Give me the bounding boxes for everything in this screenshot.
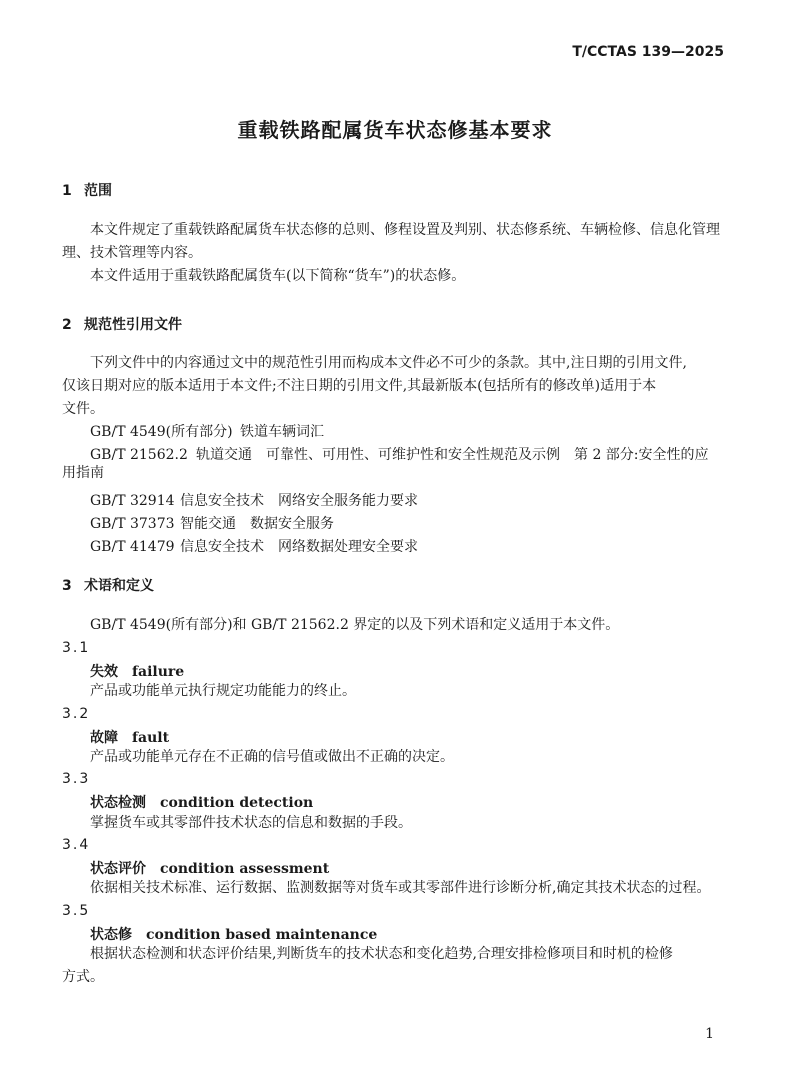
reference-code: GB/T 4549(所有部分) [90, 424, 233, 440]
term-number: 3.2 [62, 706, 91, 722]
document-code: T/CCTAS 139—2025 [572, 44, 724, 60]
paragraph: 本文件规定了重载铁路配属货车状态修的总则、修程设置及判别、状态修系统、车辆检修、信息化管理 [90, 222, 720, 238]
paragraph: 本文件适用于重载铁路配属货车(以下简称“货车”)的状态修。 [90, 268, 466, 284]
term-number: 3.4 [62, 837, 91, 853]
term-name [90, 924, 377, 944]
paragraph-continuation: 仅该日期对应的版本适用于本文件;不注日期的引用文件,其最新版本(包括所有的修改单)适用于本 [62, 378, 657, 394]
term-name [90, 727, 169, 747]
term-name-en: fault [132, 730, 170, 746]
section-1-heading [62, 180, 112, 200]
term-definition-continuation: 方式。 [62, 969, 104, 985]
paragraph-continuation: 文件。 [62, 401, 104, 417]
section-title: 规范性引用文件 [84, 317, 182, 333]
section-3-heading [62, 575, 154, 595]
term-name [90, 858, 329, 878]
term-definition: 根据状态检测和状态评价结果,判断货车的技术状态和变化趋势,合理安排检修项目和时机的检修 [90, 946, 673, 962]
paragraph-continuation: 理、技术管理等内容。 [62, 245, 202, 261]
reference-code: GB/T 32914 [90, 493, 175, 509]
paragraph: GB/T 4549(所有部分)和 GB/T 21562.2 界定的以及下列术语和定义适用于本文件。 [90, 617, 620, 633]
section-title: 术语和定义 [84, 578, 154, 594]
paragraph: 下列文件中的内容通过文中的规范性引用而构成本文件必不可少的条款。其中,注日期的引用文件, [90, 355, 687, 371]
section-title: 范围 [84, 183, 112, 199]
term-name-zh: 状态修 [90, 927, 132, 943]
reference-code: GB/T 37373 [90, 516, 175, 532]
section-number: 2 [62, 317, 72, 333]
section-number: 3 [62, 578, 72, 594]
reference-code: GB/T 21562.2 [90, 447, 188, 463]
term-number: 3.5 [62, 903, 91, 919]
term-name-zh: 失效 [90, 664, 118, 680]
reference-title: 智能交通 数据安全服务 [180, 516, 334, 532]
term-definition: 产品或功能单元执行规定功能能力的终止。 [90, 683, 356, 699]
reference-item [90, 444, 709, 464]
term-definition: 掌握货车或其零部件技术状态的信息和数据的手段。 [90, 815, 412, 831]
section-number: 1 [62, 183, 72, 199]
reference-continuation: 用指南 [62, 465, 104, 481]
term-name-zh: 故障 [90, 730, 118, 746]
term-name [90, 792, 313, 812]
reference-title: 信息安全技术 网络数据处理安全要求 [180, 539, 418, 555]
term-name-en: condition assessment [160, 861, 330, 877]
reference-item [90, 513, 334, 533]
reference-code: GB/T 41479 [90, 539, 175, 555]
term-number: 3.3 [62, 771, 91, 787]
reference-item [90, 490, 418, 510]
document-title: 重载铁路配属货车状态修基本要求 [237, 118, 553, 142]
reference-title: 信息安全技术 网络安全服务能力要求 [180, 493, 418, 509]
reference-title: 铁道车辆词汇 [240, 424, 324, 440]
term-number: 3.1 [62, 640, 91, 656]
term-definition: 产品或功能单元存在不正确的信号值或做出不正确的决定。 [90, 749, 454, 765]
term-name-zh: 状态评价 [90, 861, 146, 877]
term-name-en: condition detection [160, 795, 314, 811]
term-name [90, 661, 184, 681]
term-definition: 依据相关技术标准、运行数据、监测数据等对货车或其零部件进行诊断分析,确定其技术状态的过程。 [90, 880, 711, 896]
reference-title: 轨道交通 可靠性、可用性、可维护性和安全性规范及示例 第 2 部分:安全性的应 [196, 447, 709, 463]
reference-item [90, 536, 418, 556]
term-name-zh: 状态检测 [90, 795, 146, 811]
page-number: 1 [705, 1026, 714, 1042]
reference-item [90, 421, 324, 441]
section-2-heading [62, 314, 182, 334]
term-name-en: failure [132, 664, 185, 680]
term-name-en: condition based maintenance [146, 927, 378, 943]
